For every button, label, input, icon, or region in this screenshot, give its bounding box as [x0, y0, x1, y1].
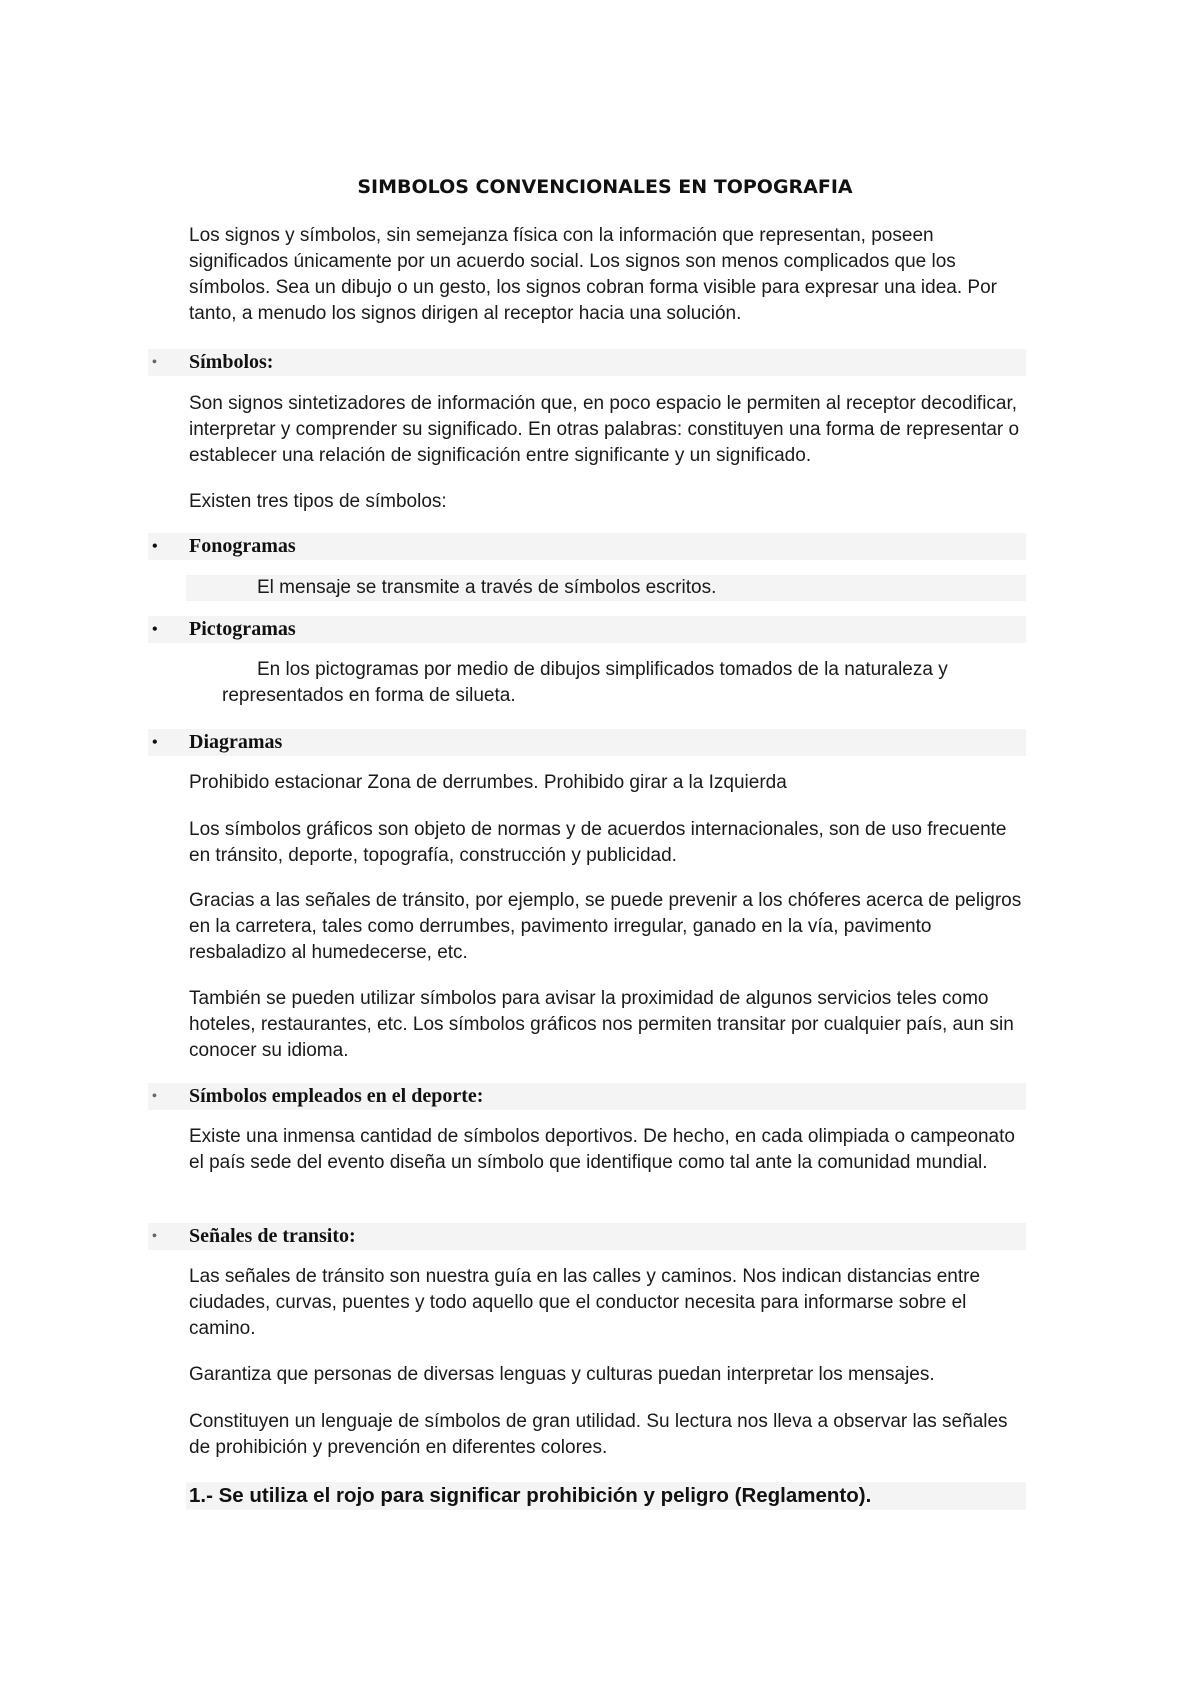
rojo-heading-text: 1.- Se utiliza el rojo para significar prohibición y peligro (Reglamento). — [189, 1484, 872, 1507]
heading-transito-label: Señales de transito: — [189, 1225, 356, 1247]
bullet-icon: • — [152, 355, 157, 370]
heading-transito — [148, 1223, 1026, 1250]
intro-paragraph: Los signos y símbolos, sin semejanza física con la información que representan, poseen significados únicamente por un acuerdo social. Los signos son menos complicados que los símbolos. Sea un dibujo o un gesto, los signos cobran forma visible para expresar una idea. Por tanto, a menudo los signos dirigen al receptor hacia una solución. — [189, 225, 997, 324]
tipos-paragraph: Existen tres tipos de símbolos: — [189, 491, 447, 512]
simbolos-paragraph: Son signos sintetizadores de información que, en poco espacio le permiten al receptor decodificar, interpretar y comprender su significado. En otras palabras: constituyen una forma de representar o establecer una relación de significación entre significante y un significado. — [189, 393, 1020, 466]
constituyen-paragraph: Constituyen un lenguaje de símbolos de gran utilidad. Su lectura nos lleva a observar las señales de prohibición y prevención en diferentes colores. — [189, 1411, 1008, 1458]
fonogramas-line — [186, 575, 1026, 601]
heading-fonogramas — [148, 533, 1026, 560]
gracias-paragraph: Gracias a las señales de tránsito, por ejemplo, se puede prevenir a los chóferes acerca de peligros en la carretera, tales como derrumbes, pavimento irregular, ganado en la vía, pavimento resbaladizo al humedecerse, etc. — [189, 890, 1022, 963]
bullet-icon: • — [152, 621, 158, 638]
heading-diagramas-label: Diagramas — [189, 731, 283, 753]
tambien-paragraph: También se pueden utilizar símbolos para avisar la proximidad de algunos servicios teles como hoteles, restaurantes, etc. Los símbolos gráficos nos permiten transitar por cualquier país, aun sin conocer su idioma. — [189, 988, 1014, 1061]
heading-simbolos — [148, 349, 1026, 376]
rojo-heading — [186, 1482, 1026, 1510]
fonogramas-text: El mensaje se transmite a través de símbolos escritos. — [257, 577, 717, 598]
heading-pictogramas-label: Pictogramas — [189, 618, 296, 640]
heading-simbolos-label: Símbolos: — [189, 351, 274, 373]
heading-diagramas — [148, 729, 1026, 756]
bullet-icon: • — [152, 734, 158, 751]
heading-pictogramas — [148, 616, 1026, 643]
bullet-icon: • — [152, 1229, 157, 1244]
heading-deporte — [148, 1083, 1026, 1110]
normas-paragraph: Los símbolos gráficos son objeto de normas y de acuerdos internacionales, son de uso frecuente en tránsito, deporte, topografía, construcción y publicidad. — [189, 819, 1007, 866]
bullet-icon: • — [152, 538, 158, 555]
diagramas-paragraph: Prohibido estacionar Zona de derrumbes. Prohibido girar a la Izquierda — [189, 772, 787, 793]
heading-deporte-label: Símbolos empleados en el deporte: — [189, 1085, 484, 1107]
pictogramas-paragraph: En los pictogramas por medio de dibujos simplificados tomados de la naturaleza y representados en forma de silueta. — [222, 659, 948, 706]
garantiza-paragraph: Garantiza que personas de diversas lenguas y culturas puedan interpretar los mensajes. — [189, 1364, 935, 1385]
transito-paragraph: Las señales de tránsito son nuestra guía en las calles y caminos. Nos indican distancias entre ciudades, curvas, puentes y todo aquello que el conductor necesita para informarse sobre el camino. — [189, 1266, 981, 1339]
deporte-paragraph: Existe una inmensa cantidad de símbolos deportivos. De hecho, en cada olimpiada o campeonato el país sede del evento diseña un símbolo que identifique como tal ante la comunidad mundial. — [189, 1126, 1015, 1173]
heading-fonogramas-label: Fonogramas — [189, 535, 296, 557]
page-title: SIMBOLOS CONVENCIONALES EN TOPOGRAFIA — [357, 176, 853, 198]
bullet-icon: • — [152, 1089, 157, 1104]
